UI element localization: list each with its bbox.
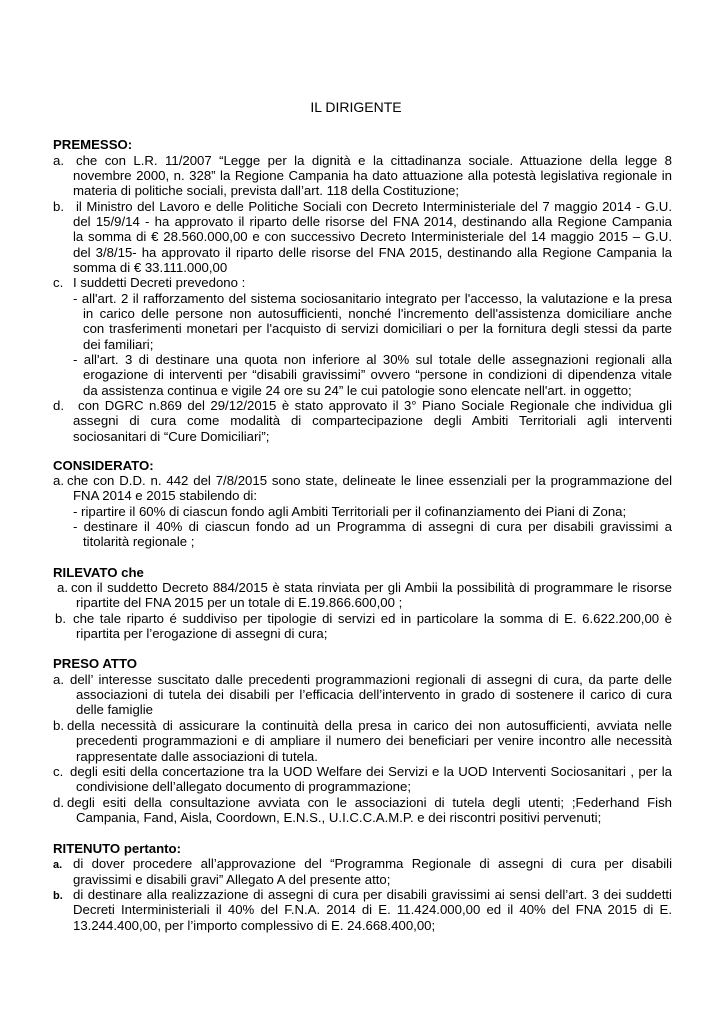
line-text: dell’ interesse suscitato dalle precedenti programmazioni regionali di assegni di cura, da parte delle bbox=[70, 671, 672, 687]
text-line: con trasferimenti monetari per l'acquisto di servizi domiciliari o per la fornitura degli stessi da parte bbox=[83, 321, 672, 337]
list-item bbox=[0, 398, 724, 444]
text-line: delle famiglie bbox=[76, 702, 153, 718]
section-rilevato bbox=[0, 565, 724, 642]
text-line: FNA 2014 e 2015 stabilendo di: bbox=[73, 488, 258, 504]
line-text: il Ministro del Lavoro e delle Politiche Sociali con Decreto Interministeriale del 7 maggio 2014 - G.U. bbox=[76, 198, 672, 214]
text-line bbox=[53, 764, 672, 779]
line-text: degli esiti della consultazione avviata con le associazioni di tutela degli utenti; ;Federhand Fish bbox=[67, 794, 672, 810]
list-item bbox=[0, 199, 724, 276]
text-line: da assistenza continua e vigile 24 ore su 24” le cui patologie sono elencate nell'art. in oggetto; bbox=[83, 382, 632, 398]
text-line: del 15/9/14 - ha approvato il riparto delle risorse del FNA 2014, destinando alla Regione Campania bbox=[73, 214, 672, 230]
text-line: la somma di € 28.560.000,00 e con successivo Decreto Interministeriale del 14 maggio 2015 – G.U. bbox=[73, 229, 672, 245]
text-line: associazioni di tutela dei disabili per l’efficacia dell’intervento in grado di sostenere il carico di cura bbox=[76, 687, 672, 703]
line-text: I suddetti Decreti prevedono : bbox=[73, 275, 246, 291]
text-line: gravissimi e disabili gravi” Allegato A del presente atto; bbox=[73, 871, 391, 887]
text-line bbox=[55, 611, 672, 626]
list-item bbox=[0, 795, 724, 826]
text-line bbox=[53, 275, 672, 290]
item-label: a. bbox=[57, 580, 68, 596]
text-line: materia di politiche sociali, prevista dall’art. 118 della Costituzione; bbox=[73, 183, 460, 199]
text-line bbox=[53, 718, 672, 733]
text-line: in carico delle persone non autosufficienti, nonché l'incremento dell'assistenza domiciliare anche bbox=[83, 306, 672, 322]
line-text: degli esiti della concertazione tra la UOD Welfare dei Servizi e la UOD Interventi Sociosanitari , per la bbox=[70, 763, 672, 779]
text-line: Campania, Fand, Aisla, Coordown, E.N.S., U.I.C.C.A.M.P. e dei riscontri positivi pervenuti; bbox=[76, 809, 602, 825]
text-line: - all'art. 3 di destinare una quota non inferiore al 30% sul totale delle assegnazioni regionali alla bbox=[73, 352, 672, 368]
section-premesso bbox=[0, 137, 724, 444]
text-line: - destinare il 40% di ciascun fondo ad un Programma di assegni di cura per disabili gravissimi a bbox=[73, 519, 672, 535]
section-heading: RILEVATO che bbox=[53, 564, 144, 580]
line-text: di destinare alla realizzazione di assegni di cura per disabili gravissimi ai sensi dell’art. 3 dei suddetti bbox=[73, 887, 672, 903]
section-ritenuto bbox=[0, 841, 724, 933]
line-text: che tale riparto é suddiviso per tipologie di servizi ed in particolare la somma di E. 6.622.200,00 è bbox=[73, 610, 672, 626]
text-line bbox=[57, 580, 672, 595]
text-line: precedenti programmazioni e di ampliare il numero dei beneficiari per venire incontro alle necessità bbox=[76, 733, 672, 749]
item-label: a. bbox=[53, 473, 64, 489]
item-label: d. bbox=[53, 794, 64, 810]
list-item bbox=[0, 856, 724, 887]
item-label: c. bbox=[53, 275, 64, 291]
section-considerato bbox=[0, 458, 724, 550]
list-item bbox=[0, 580, 724, 611]
text-line: - ripartire il 60% di ciascun fondo agli Ambiti Territoriali per il cofinanziamento dei Piani di Zona; bbox=[73, 503, 627, 519]
text-line: titolarità regionale ; bbox=[83, 534, 195, 550]
text-line: ripartite del FNA 2015 per un totale di E.19.866.600,00 ; bbox=[76, 595, 403, 611]
section-heading: PRESO ATTO bbox=[53, 656, 138, 672]
text-line: - all'art. 2 il rafforzamento del sistema sociosanitario integrato per l'accesso, la valutazione e la presa bbox=[73, 290, 672, 306]
text-line: del 3/8/15- ha approvato il riparto delle risorse del FNA 2015, destinando alla Regione Campania la bbox=[73, 244, 672, 260]
list-item bbox=[0, 473, 724, 550]
item-label: a. bbox=[53, 152, 64, 168]
item-label: b. bbox=[53, 717, 64, 733]
section-heading: RITENUTO pertanto: bbox=[53, 841, 181, 857]
text-line bbox=[53, 473, 672, 488]
list-item bbox=[0, 275, 724, 398]
text-line: 13.244.400,00, per l’importo complessivo di E. 24.668.400,00; bbox=[73, 917, 436, 933]
text-line bbox=[53, 398, 672, 413]
item-label: b. bbox=[55, 610, 66, 626]
document-body bbox=[0, 137, 724, 933]
list-item bbox=[0, 764, 724, 795]
item-label: b. bbox=[53, 198, 64, 214]
text-line bbox=[53, 672, 672, 687]
page-title: IL DIRIGENTE bbox=[310, 99, 402, 115]
item-label: c. bbox=[53, 763, 64, 779]
list-item bbox=[0, 611, 724, 642]
item-label: b. bbox=[53, 890, 63, 903]
text-line bbox=[53, 795, 672, 810]
line-text: che con L.R. 11/2007 “Legge per la dignità e la cittadinanza sociale. Attuazione della legge 8 bbox=[76, 152, 672, 168]
list-item bbox=[0, 887, 724, 933]
text-line: erogazione di interventi per “disabili gravissimi” ovvero “persone in condizioni di dipendenza vitale bbox=[83, 367, 672, 383]
list-item bbox=[0, 672, 724, 718]
line-text: di dover procedere all’approvazione del “Programma Regionale di assegni di cura per disabili bbox=[73, 856, 672, 872]
text-line: dei familiari; bbox=[83, 336, 154, 352]
text-line: ripartita per l’erogazione di assegni di cura; bbox=[76, 626, 328, 642]
text-line bbox=[53, 856, 672, 871]
text-line bbox=[53, 153, 672, 168]
line-text: della necessità di assicurare la continuità della presa in carico dei non autosufficienti, avviata nelle bbox=[67, 717, 672, 733]
text-line: assegni di cura come modalità di compartecipazione degli Ambiti Territoriali agli interventi bbox=[73, 413, 672, 429]
list-item bbox=[0, 153, 724, 199]
list-item bbox=[0, 718, 724, 764]
text-line: Decreti Interministeriali il 40% del F.N.A. 2014 di E. 11.424.000,00 ed il 40% del FNA 2015 di E. bbox=[73, 902, 672, 918]
text-line: condivisione dell’allegato documento di programmazione; bbox=[76, 779, 412, 795]
text-line bbox=[53, 887, 672, 902]
line-text: con il suddetto Decreto 884/2015 è stata rinviata per gli Ambii la possibilità di programmare le risorse bbox=[71, 580, 672, 596]
text-line: novembre 2000, n. 328” la Regione Campania ha dato attuazione alla potestà legislativa regionale in bbox=[73, 167, 672, 183]
section-heading: PREMESSO: bbox=[53, 137, 133, 153]
item-label: a. bbox=[53, 859, 63, 872]
text-line: rappresentate dalle associazioni di tutela. bbox=[76, 748, 318, 764]
section-preso-atto bbox=[0, 656, 724, 825]
item-label: a. bbox=[53, 671, 64, 687]
line-text: con DGRC n.869 del 29/12/2015 è stato approvato il 3° Piano Sociale Regionale che individua gli bbox=[78, 398, 672, 414]
text-line bbox=[53, 199, 672, 214]
section-heading: CONSIDERATO: bbox=[53, 457, 154, 473]
text-line: sociosanitari di “Cure Domiciliari”; bbox=[73, 428, 270, 444]
line-text: che con D.D. n. 442 del 7/8/2015 sono state, delineate le linee essenziali per la programmazione del bbox=[67, 473, 672, 489]
text-line: somma di € 33.111.000,00 bbox=[73, 260, 228, 276]
item-label: d. bbox=[53, 398, 64, 414]
